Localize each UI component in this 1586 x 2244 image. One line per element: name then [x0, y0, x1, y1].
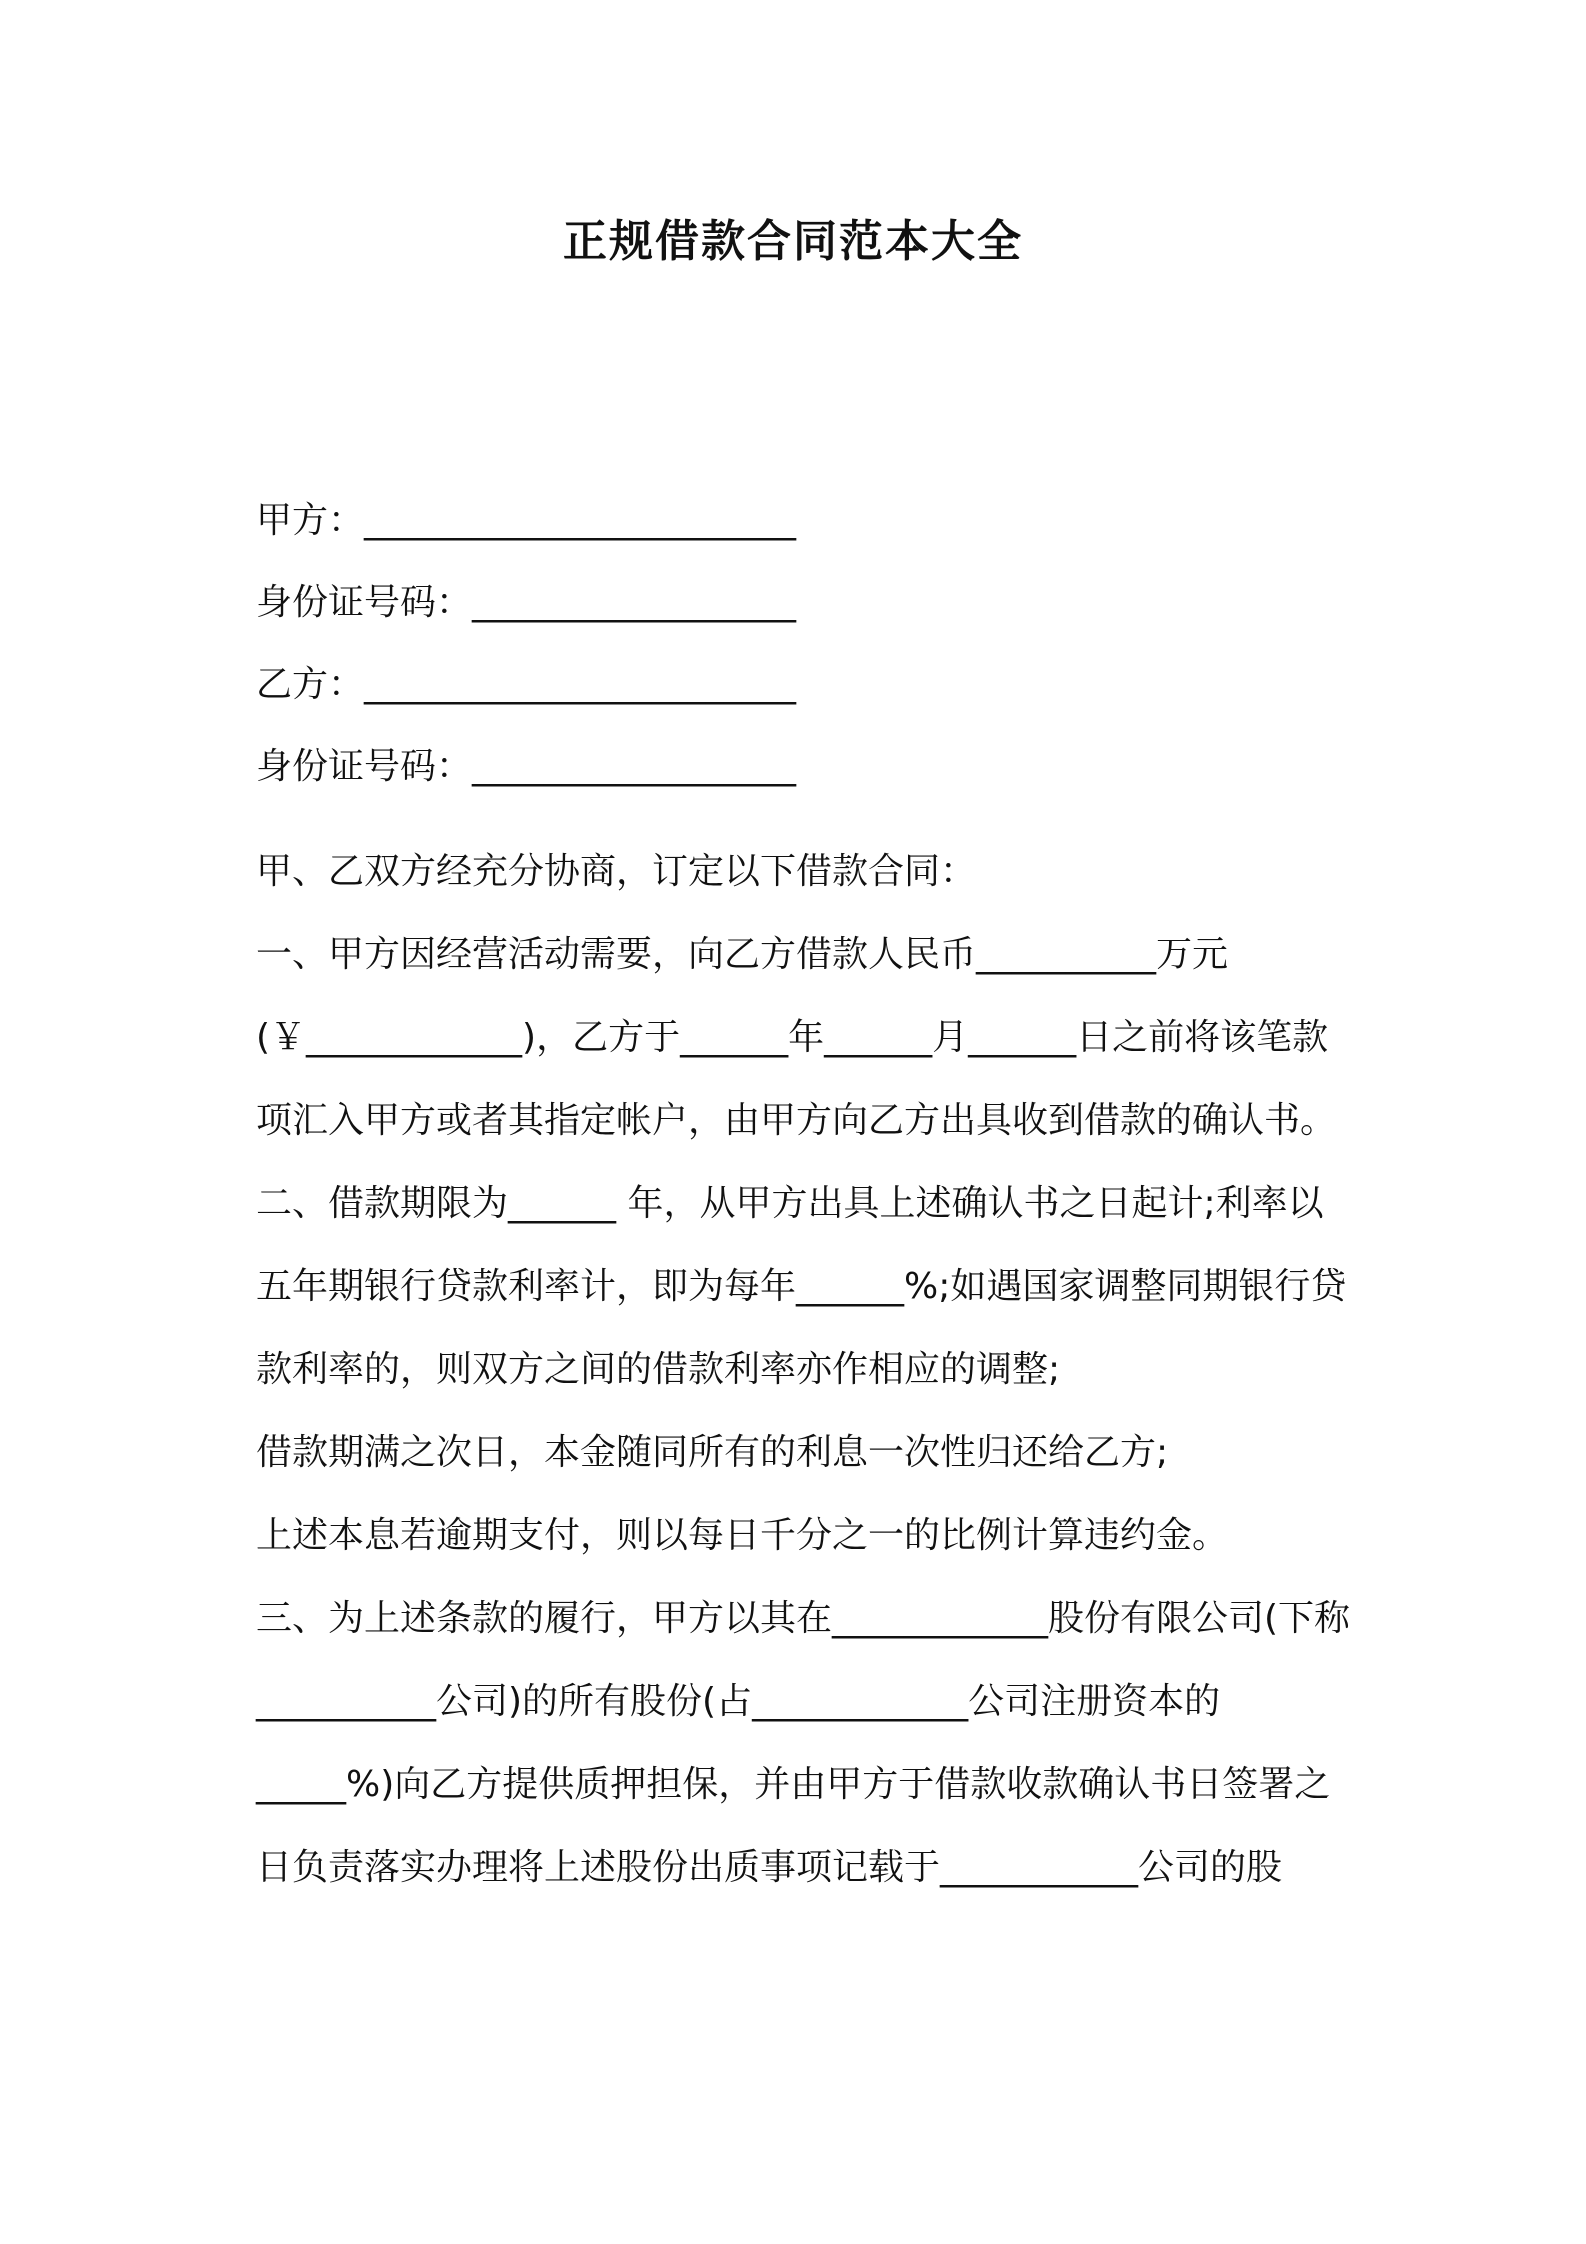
repayment-paragraph: 借款期满之次日，本金随同所有的利息一次性归还给乙方; [256, 1432, 1169, 1473]
clause-3-paragraph: 三、为上述条款的履行，甲方以其在____________股份有限公司(下称__________公司)的所有股份(占____________公司注册资本的_____%)向乙方提供质押担保，并由甲方于借款收款确认书日签署之日负责落实办理将上述股份出质事项记载于___________公司的股 [256, 1598, 1351, 1888]
clause-2-paragraph: 二、借款期限为______ 年，从甲方出具上述确认书之日起计;利率以五年期银行贷款利率计，即为每年______%;如遇国家调整同期银行贷款利率的，则双方之间的借款利率亦作相应的调整; [256, 1183, 1347, 1390]
document-title: 正规借款合同范本大全 [563, 216, 1023, 267]
party-b-field: 乙方：________________________ [256, 664, 797, 705]
party-a-id-field: 身份证号码：__________________ [256, 582, 797, 623]
penalty-paragraph: 上述本息若逾期支付，则以每日千分之一的比例计算违约金。 [256, 1515, 1229, 1556]
party-b-id-field: 身份证号码：__________________ [256, 746, 797, 787]
party-fields [256, 492, 796, 820]
party-a-field: 甲方：________________________ [256, 500, 797, 541]
contract-body [240, 830, 1356, 1909]
intro-paragraph: 甲、乙双方经充分协商，订定以下借款合同： [256, 851, 977, 892]
clause-1-paragraph: 一、甲方因经营活动需要，向乙方借款人民币__________万元(￥____________)，乙方于______年______月______日之前将该笔款项汇入甲方或者其指定帐户，由甲方向乙方出具收到借款的确认书。 [256, 934, 1337, 1141]
